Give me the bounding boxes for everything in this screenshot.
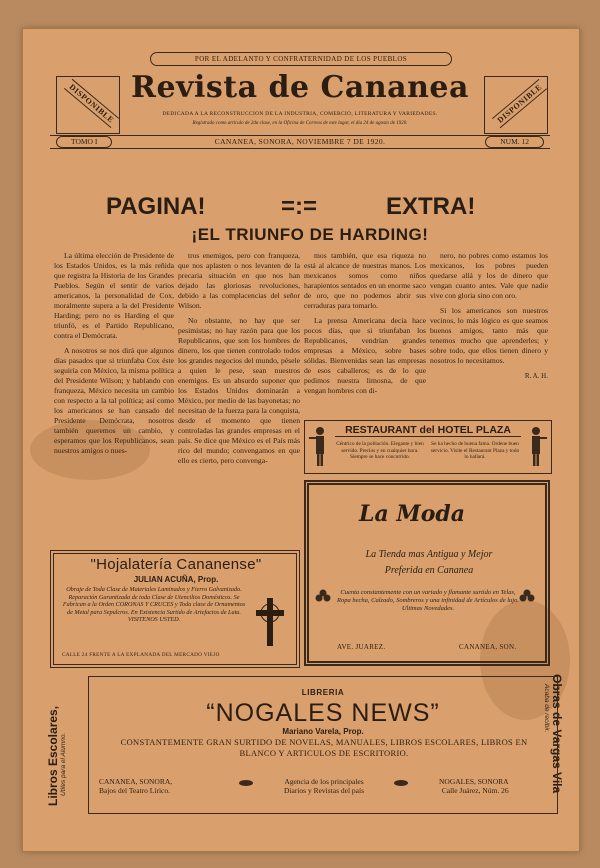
ad-moda-title: La Moda bbox=[359, 501, 466, 527]
badge-right-label: DISPONIBLE bbox=[492, 79, 547, 128]
paragraph: mos también, que esa riqueza no está al alcance de nuestras manos. Los mexicanos somos como niños harapientos sentados en un enorme saco de oro, que no podemos abrir sus cerraduras para tomarlo. bbox=[304, 251, 426, 310]
ad-libreria-address-nogales: NOGALES, SONORA Calle Juárez, Núm. 26 bbox=[439, 777, 509, 795]
clover-ornament-icon bbox=[315, 589, 331, 605]
badge-right bbox=[484, 76, 548, 134]
headline-left: PAGINA! bbox=[106, 193, 206, 220]
ad-hotel-right-text: Se ha hecho de buena fama. Ordene buen servicio. Visite el Restaurant Plaza y todo lo hallará. bbox=[430, 441, 520, 460]
registration-note: Registrado como artículo de 2da clase, en la Oficina de Correos de este lugar, el día 24 de agosto de 1920. bbox=[192, 121, 408, 126]
headline-right: EXTRA! bbox=[386, 193, 476, 220]
volume-label: TOMO I bbox=[56, 136, 112, 148]
article-signature: R. A. H. bbox=[524, 372, 548, 380]
article-column-2 bbox=[178, 251, 300, 471]
ad-moda-address-right: CANANEA, SON. bbox=[459, 643, 517, 651]
ad-libreria-address-cananea: CANANEA, SONORA, Bajos del Teatro Lírico. bbox=[99, 777, 173, 795]
ad-la-moda bbox=[304, 480, 550, 666]
ad-libreria-label: LIBRERIA bbox=[301, 688, 345, 697]
paragraph: No obstante, no hay que ser pesimistas; no hay razón para que los Republicanos, que son los hombres de dinero, los que tienen controlado todos los grandes negocios del mundo, pésele a quien le pese, sean nuestros enemigos. Es un absurdo suponer que los Estados Unidos dominarán a México, por medio de las bayonetas; no necesitan de la fuerza para la conquista, desde el momento que tienen controladas las grandes empresas en el país. Se dice que México es el País más rico del mundo; convengamos en que ello es cierto, pero convenga- bbox=[178, 316, 300, 465]
ad-moda-line-2: Preferida en Cananea bbox=[384, 565, 474, 576]
side-right-title: Obras de Vargas Vila bbox=[550, 674, 564, 794]
paragraph: nero, no pobres como estamos los mexicanos, los pobres pueden quedarse allá y los de dinero que vengan cuanto antes. Vale que nadie vive con gloria sino con oro. bbox=[430, 251, 548, 300]
paragraph: Si los americanos son nuestros vecinos, lo más lógico es que seamos buenos amigos, tanto más que tenemos mucho que aprenderles; y sobre todo, que ellos tienen dinero y nosotros lo necesitamos. bbox=[430, 306, 548, 365]
ad-moda-line-1: La Tienda mas Antigua y Mejor bbox=[365, 549, 493, 560]
ad-libreria-side-left bbox=[46, 706, 67, 806]
paragraph: A nosotros se nos dirá que algunos días pasados que si triunfaba Cox éste seguiría con México, la misma política del Presidente Wilson; y hablando con franqueza, México necesita un cambio con respecto a la tal política; así como los americanos se han cansado del Presidente Demócrata, nosotros también queremos un cambio, y esperamos que los Republicanos, sean nuestros amigos o nues- bbox=[54, 346, 174, 455]
ad-hoja-footer: CALLE 24 FRENTE A LA EXPLANADA DEL MERCADO VIEJO bbox=[62, 652, 220, 658]
top-motto: POR EL ADELANTO Y CONFRATERNIDAD DE LOS PUEBLOS bbox=[150, 52, 452, 66]
masthead-title: Revista de Cananea bbox=[131, 70, 469, 105]
ad-hotel-left-text: Céntrico de la población. Elegante y bien servido. Precios y en cualquier hora. Siempre se hace concurrido. bbox=[336, 441, 424, 460]
side-left-subtitle: Utiles para el Alumno. bbox=[60, 732, 67, 796]
paragraph: La última elección de Presidente de los Estados Unidos, es la más reñida que registra la Historia de los Grandes Pueblos. Según el sentir de varios americanos, la personalidad de Cox, moralmente supera a la del Presidente Harding; pero no es Harding el que triunfó, es el Partido Republicano, contra el Demócrata. bbox=[54, 251, 174, 340]
ad-libreria-name: “NOGALES NEWS” bbox=[206, 699, 440, 727]
clover-ornament-icon bbox=[519, 589, 535, 605]
article-column-3 bbox=[304, 251, 426, 401]
article-column-1 bbox=[54, 251, 174, 461]
badge-left bbox=[56, 76, 120, 134]
issue-info-bar bbox=[50, 135, 550, 149]
waiter-figure-icon bbox=[525, 425, 547, 467]
ad-libreria-description: CONSTANTEMENTE GRAN SURTIDO DE NOVELAS, MANUALES, LIBROS ESCOLARES, LIBROS EN BLANCO Y ARTICULOS DE ESCRITORIO. bbox=[120, 737, 528, 758]
ad-libreria-box bbox=[88, 676, 558, 814]
subheadline: ¡EL TRIUNFO DE HARDING! bbox=[191, 225, 429, 244]
ad-hotel-plaza bbox=[304, 420, 552, 474]
side-right-subtitle: Acaba de recibir. bbox=[543, 684, 550, 733]
headline-separator: =:= bbox=[281, 193, 318, 220]
paragraph: tros enemigos, pero con franqueza, que nos aplasten o nos levanten de la precaria situación en que nos han dejado las gloriosas revoluciones, debido a las complacencias del señor Wilson. bbox=[178, 251, 300, 310]
ad-hojalateria bbox=[50, 550, 300, 668]
ad-libreria-proprietor: Mariano Varela, Prop. bbox=[282, 727, 364, 736]
issue-number: NUM. 12 bbox=[485, 136, 544, 148]
ad-hoja-title: "Hojalatería Cananense" bbox=[90, 556, 262, 573]
masthead-subtitle: DEDICADA A LA RECONSTRUCCION DE LA INDUSTRIA, COMERCIO, LITERATURA Y VARIEDADES. bbox=[162, 111, 438, 117]
article-column-4 bbox=[430, 251, 548, 381]
ad-hoja-proprietor: JULIAN ACUÑA, Prop. bbox=[133, 575, 219, 584]
ad-libreria-agency: Agencia de los principales Diarios y Revistas del país bbox=[284, 777, 364, 795]
side-left-title: Libros Escolares, bbox=[46, 705, 60, 806]
place-date: CANANEA, SONORA, NOVIEMBRE 7 DE 1920. bbox=[214, 137, 386, 146]
paragraph: La prensa Americana decía hace pocos días, que si triunfaban los Republicanos, vendrían grandes empresas a México, sobre bases sólidas. Bienvenidas sean las empresas de esos caballeros; es de lo que pedimos nuestra limosna, de que vengan hombres con di- bbox=[304, 316, 426, 395]
ad-moda-description: Cuenta constantemente con un variado y flamante surtido en Telas, Ropa hecha, Calzado, Sombreros y una infinidad de Artículos de lujo. Ultimas Novedades. bbox=[337, 589, 519, 612]
ad-hotel-title: RESTAURANT del HOTEL PLAZA bbox=[335, 424, 521, 437]
ad-hoja-body: Obraje de Toda Clase de Materiales Laminados y Fierro Galvanizado. Reparación Garantizada de toda Clase de Utencilios Domésticos. Se Fabrican a la Orden CORONAS Y CRUCES y Toda clase de Ornamentos de Metal para Sepulcros. En Existencia Surtido de Artefactos de Lata. VISITENOS USTED. bbox=[62, 586, 246, 624]
leaf-ornament-icon bbox=[239, 779, 253, 787]
ad-libreria-nogales-news bbox=[46, 674, 564, 826]
leaf-ornament-icon bbox=[394, 779, 408, 787]
waiter-figure-icon bbox=[309, 425, 331, 467]
badge-left-label: DISPONIBLE bbox=[64, 79, 119, 128]
cross-icon bbox=[252, 596, 288, 650]
ad-moda-address-left: AVE. JUAREZ. bbox=[337, 643, 386, 651]
